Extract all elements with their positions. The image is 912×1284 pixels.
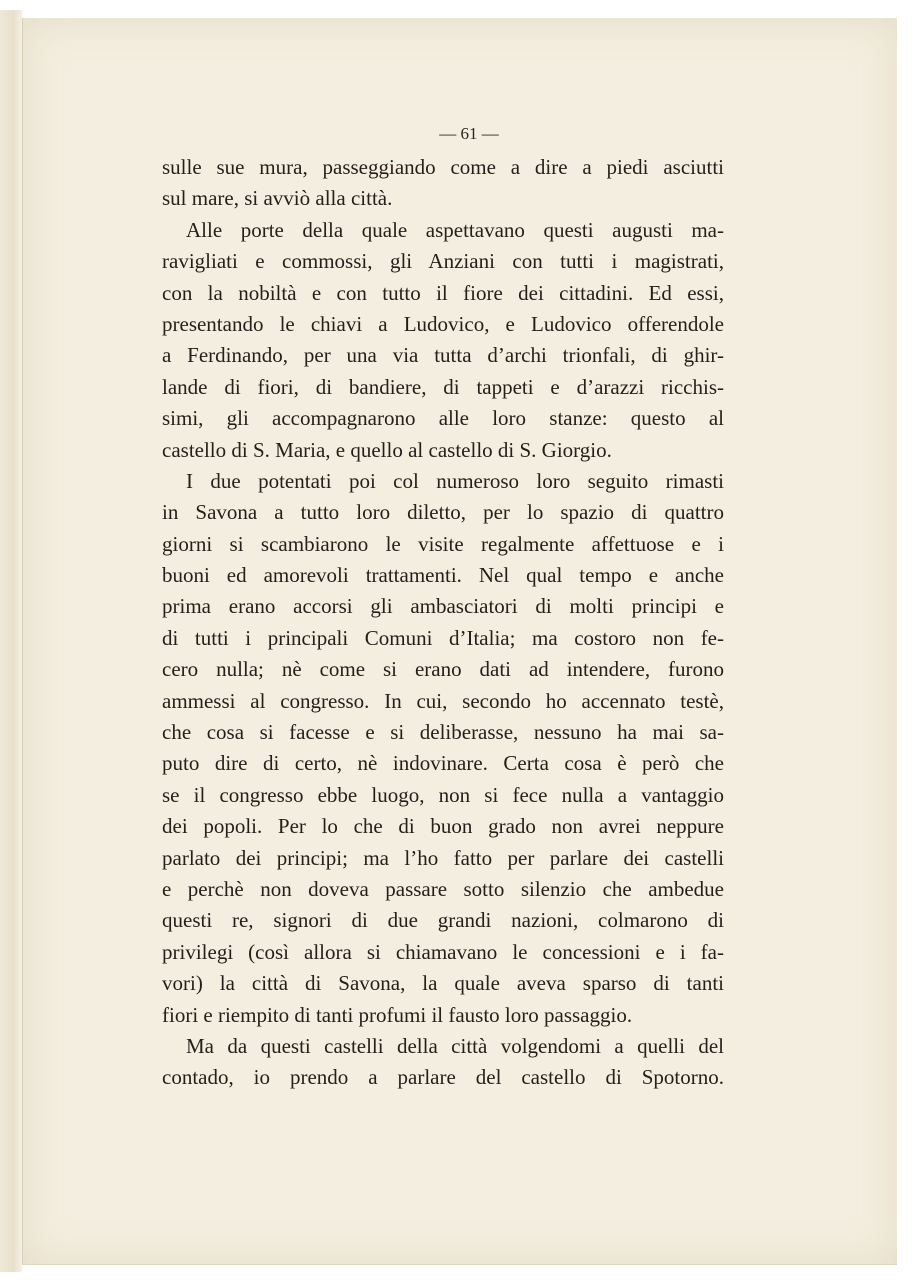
text-line: in Savona a tutto loro diletto, per lo spazio di quattro	[162, 500, 724, 525]
text-line: contado, io prendo a parlare del castello di Spotorno.	[162, 1065, 724, 1090]
page-edge-left	[0, 10, 22, 1272]
text-line: vori) la città di Savona, la quale aveva sparso di tanti	[162, 971, 724, 996]
text-line: fiori e riempito di tanti profumi il fausto loro passaggio.	[162, 1002, 633, 1027]
text-line: se il congresso ebbe luogo, non si fece nulla a vantaggio	[162, 782, 724, 807]
text-line: cero nulla; nè come si erano dati ad intendere, furono	[162, 657, 724, 682]
text-line: sul mare, si avviò alla città.	[162, 186, 393, 211]
text-line: sulle sue mura, passeggiando come a dire a piedi asciutti	[162, 155, 724, 179]
paragraph-start-line: I due potentati poi col numeroso loro seguito rimasti	[186, 468, 724, 493]
text-line: presentando le chiavi a Ludovico, e Ludovico offerendole	[162, 311, 724, 336]
text-line: questi re, signori di due grandi nazioni, colmarono di	[162, 908, 724, 933]
text-line: buoni ed amorevoli trattamenti. Nel qual tempo e anche	[162, 563, 724, 588]
text-line: con la nobiltà e con tutto il fiore dei cittadini. Ed essi,	[162, 280, 724, 305]
text-line: prima erano accorsi gli ambasciatori di molti principi e	[162, 594, 724, 619]
text-line: a Ferdinando, per una via tutta d’archi trionfali, di ghir-	[162, 343, 724, 368]
text-line: castello di S. Maria, e quello al castello di S. Giorgio.	[162, 437, 612, 462]
body-text	[162, 152, 724, 1094]
text-line: che cosa si facesse e si deliberasse, nessuno ha mai sa-	[162, 720, 724, 745]
page-number: — 61 —	[439, 124, 499, 143]
text-line: simi, gli accompagnarono alle loro stanze: questo al	[162, 406, 724, 431]
text-line: lande di fiori, di bandiere, di tappeti e d’arazzi ricchis-	[162, 374, 724, 399]
paragraph-start-line: Ma da questi castelli della città volgendomi a quelli del	[186, 1033, 724, 1058]
text-line: giorni si scambiarono le visite regalmente affettuose e i	[162, 531, 724, 556]
text-line: dei popoli. Per lo che di buon grado non avrei neppure	[162, 814, 724, 839]
text-line: ravigliati e commossi, gli Anziani con tutti i magistrati,	[162, 249, 724, 274]
text-line: parlato dei principi; ma l’ho fatto per parlare dei castelli	[162, 845, 724, 870]
text-line: di tutti i principali Comuni d’Italia; ma costoro non fe-	[162, 625, 724, 650]
text-line: puto dire di certo, nè indovinare. Certa cosa è però che	[162, 751, 724, 776]
text-line: e perchè non doveva passare sotto silenzio che ambedue	[162, 876, 724, 901]
text-line: ammessi al congresso. In cui, secondo ho accennato testè,	[162, 688, 724, 713]
paragraph-start-line: Alle porte della quale aspettavano questi augusti ma-	[186, 217, 724, 242]
text-line: privilegi (così allora si chiamavano le concessioni e i fa-	[162, 939, 724, 964]
